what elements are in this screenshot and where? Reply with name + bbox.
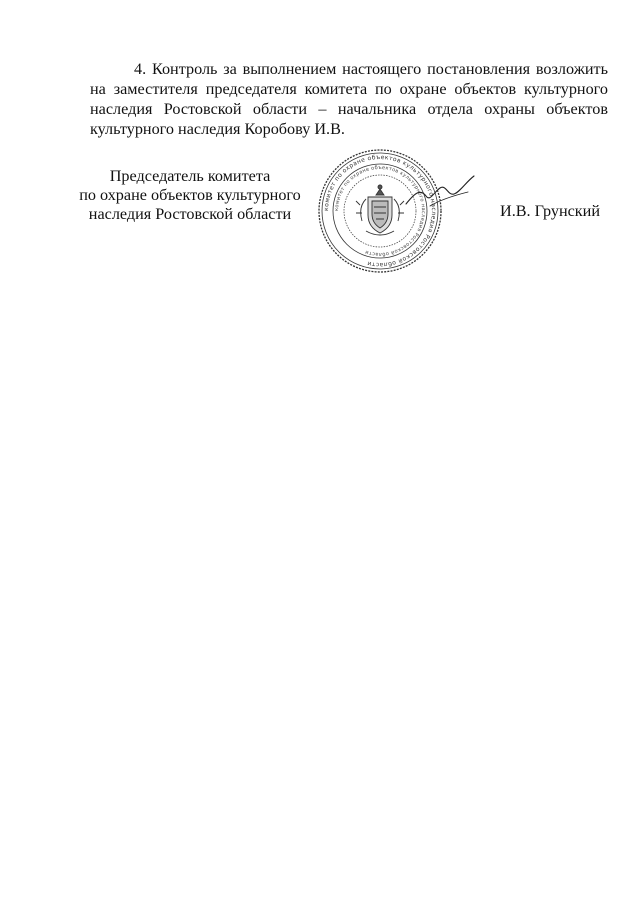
- seal-outer-text: комитет по охране объектов культурного наследия Ростовской области: [322, 153, 438, 269]
- signer-title: [70, 167, 310, 224]
- handwritten-signature: [400, 166, 480, 216]
- coat-of-arms-icon: [356, 185, 404, 235]
- signer-name: И.В. Грунский: [500, 202, 600, 220]
- seal-inner-text: комитет по охране объектов культурного наследия Ростовской области: [333, 164, 427, 258]
- signer-title-line-3: наследия Ростовской области: [88, 205, 292, 223]
- signer-title-line-1: Председатель комитета: [109, 167, 271, 185]
- control-paragraph: 4. Контроль за выполнением настоящего постановления возложить на заместителя председателя комитета по охране объектов культурного наследия Ростовской области – начальника отдела охраны объектов культурного наследия Коробову И.В.: [90, 60, 608, 138]
- signer-title-line-2: по охране объектов культурного: [79, 186, 301, 204]
